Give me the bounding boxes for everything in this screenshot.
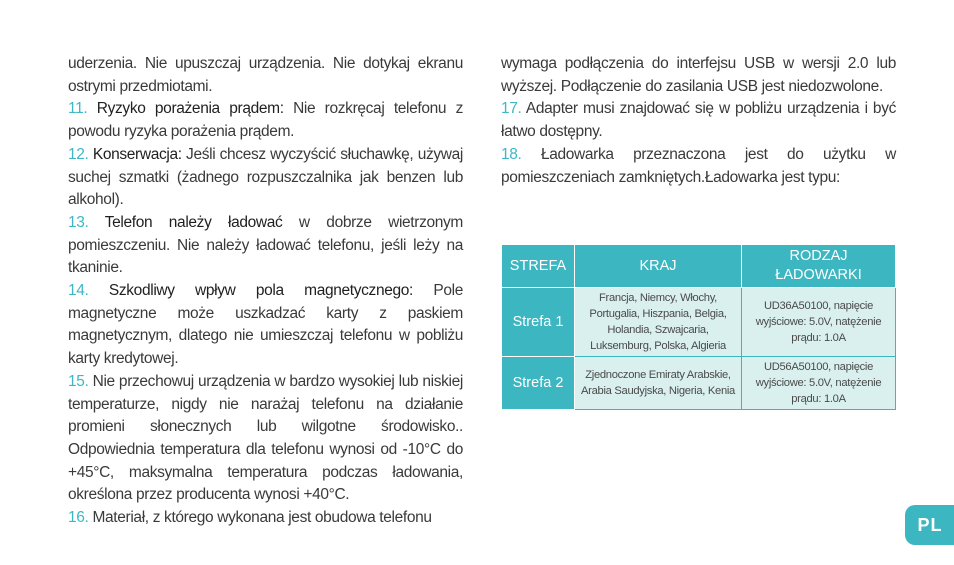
item-heading: Konserwacja: — [92, 145, 182, 163]
safety-item-13 — [68, 212, 463, 280]
charger-cell: UD56A50100, napięcie wyjściowe: 5.0V, natężenie prądu: 1.0A — [742, 357, 896, 410]
item-text: Adapter musi znajdować się w pobliżu urządzenia i być łatwo dostępny. — [501, 100, 896, 141]
header-charger-type: RODZAJ ŁADOWARKI — [742, 245, 896, 288]
zone-cell: Strefa 1 — [502, 288, 575, 357]
safety-item-11 — [68, 98, 463, 143]
item-heading: Ryzyko porażenia prądem: — [96, 100, 284, 118]
item-heading: Szkodliwy wpływ pola magnetycznego: — [108, 282, 413, 300]
item-number: 14. — [68, 282, 89, 300]
safety-item-15 — [68, 371, 463, 507]
item-number: 15. — [68, 372, 89, 390]
intro-paragraph: wymaga podłączenia do interfejsu USB w wersji 2.0 lub wyższej. Podłączenie do zasilania USB jest niedozwolone. — [501, 55, 896, 95]
item-text: Ładowarka przeznaczona jest do użytku w pomieszczeniach zamkniętych.Ładowarka jest typu: — [501, 145, 896, 186]
item-number: 18. — [501, 145, 522, 163]
item-text: Nie rozkręcaj telefonu z powodu ryzyka porażenia prądem. — [68, 100, 463, 141]
zone-cell: Strefa 2 — [502, 357, 575, 410]
charger-table — [501, 244, 896, 410]
countries-cell: Zjednoczone Emiraty Arabskie, Arabia Saudyjska, Nigeria, Kenia — [575, 357, 742, 410]
countries-cell: Francja, Niemcy, Włochy, Portugalia, Hiszpania, Belgia, Holandia, Szwajcaria, Luksemburg, Polska, Algieria — [575, 288, 742, 357]
item-number: 11. — [68, 100, 88, 118]
language-tab: PL — [905, 505, 954, 545]
safety-item-18 — [501, 144, 896, 189]
item-heading: Telefon należy ładować — [104, 213, 283, 231]
item-text: w dobrze wietrzonym pomieszczeniu. Nie należy ładować telefonu, jeśli leży na tkaninie. — [68, 213, 463, 277]
safety-item-16 — [68, 507, 463, 530]
intro-paragraph: uderzenia. Nie upuszczaj urządzenia. Nie dotykaj ekranu ostrymi przedmiotami. — [68, 55, 463, 95]
item-text: Nie przechowuj urządzenia w bardzo wysokiej lub niskiej temperaturze, nigdy nie narażaj telefonu na działanie promieni słonecznych lub wilgotne środowisko.. Odpowiednia temperatura dla telefonu wynosi od -10°C do +45°C, maksymalna temperatura podczas ładowania, określona przez producenta wynosi +40°C. — [68, 372, 463, 504]
table-header-row — [502, 245, 896, 288]
item-number: 13. — [68, 213, 89, 231]
item-number: 17. — [501, 100, 522, 118]
item-text: Jeśli chcesz wyczyścić słuchawkę, używaj suchej szmatki (żadnego rozpuszczalnika jak benzen lub alkohol). — [68, 145, 463, 209]
safety-item-12 — [68, 144, 463, 212]
table-row — [502, 357, 896, 410]
item-text: Materiał, z którego wykonana jest obudowa telefonu — [88, 509, 432, 527]
right-column — [501, 53, 896, 189]
header-zone: STREFA — [502, 245, 575, 288]
item-number: 12. — [68, 145, 89, 163]
safety-item-14 — [68, 280, 463, 371]
header-country: KRAJ — [575, 245, 742, 288]
table-row — [502, 288, 896, 357]
charger-cell: UD36A50100, napięcie wyjściowe: 5.0V, natężenie prądu: 1.0A — [742, 288, 896, 357]
item-text: Pole magnetyczne może uszkadzać karty z paskiem magnetycznym, dlatego nie umieszczaj telefonu w pobliżu karty kredytowej. — [68, 282, 463, 368]
safety-item-17 — [501, 98, 896, 143]
left-column — [68, 53, 463, 530]
item-number: 16. — [68, 509, 89, 527]
